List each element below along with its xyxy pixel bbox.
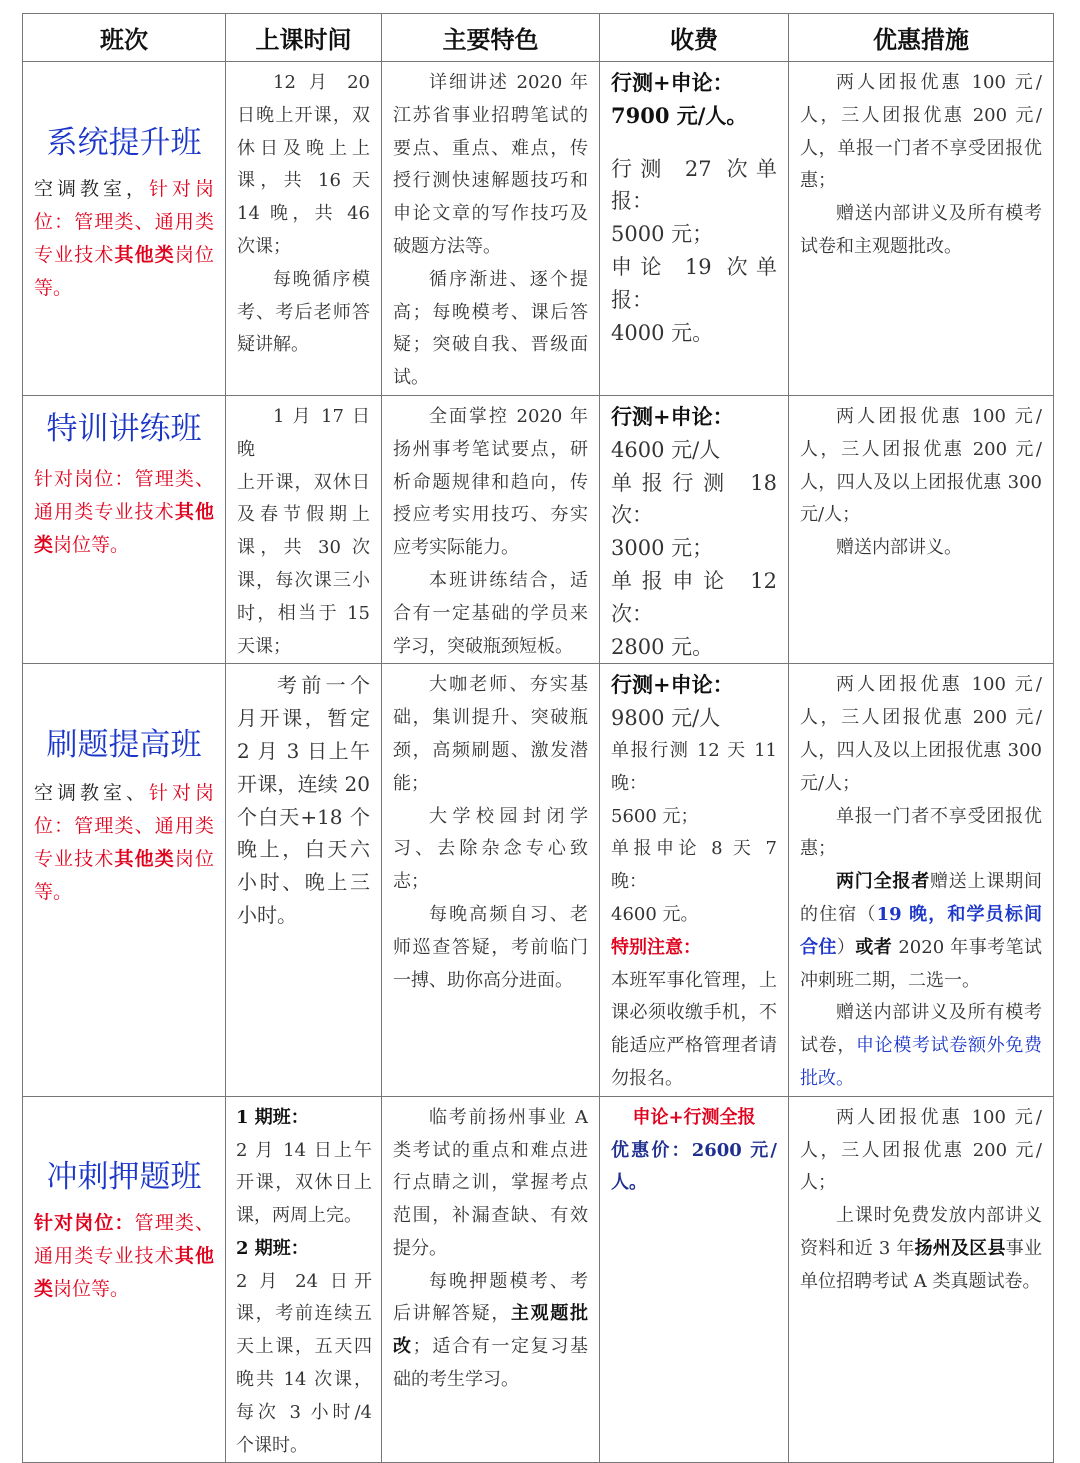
class-cell: [23, 62, 226, 396]
discount-text: 两人团报优惠 100 元/人，三人团报优惠 200 元/人；: [800, 1106, 1042, 1194]
class-cell: [23, 1096, 226, 1463]
fee-notice-title: 特别注意：: [611, 936, 701, 958]
class-desc: 空调教室，针对岗位：管理类、通用类专业技术其他类岗位等。: [34, 178, 214, 299]
fee-cell: [600, 395, 789, 663]
feature-text: 详细讲述 2020 年江苏省事业招聘笔试的要点、重点、难点，传授行测快速解题技巧和申论文章的写作技巧及破题方法等。: [393, 72, 588, 257]
fee-text: 行测+申论：: [611, 403, 734, 429]
time-cell: [226, 664, 382, 1096]
fee-text: 申论+行测全报: [632, 1106, 756, 1128]
table-row: [23, 62, 1054, 396]
fee-text: 行测+申论：: [611, 672, 734, 698]
time-text: 2 月 14 日上午开课，双休日上课，两周上完。: [236, 1139, 372, 1227]
time-cell: [226, 395, 382, 663]
discount-text: 赠送内部讲义。: [836, 537, 962, 559]
time-text: 12 月 20 日晚上开课，双休日及晚上上课，共 16 天 14 晚，共 46 次课；: [237, 72, 370, 257]
feature-text: 本班讲练结合，适合有一定基础的学员来学习，突破瓶颈短板。: [393, 569, 588, 657]
fee-cell: [600, 664, 789, 1096]
fee-text: 3000 元；: [611, 536, 714, 561]
fee-text: 优惠价：2600 元/人。: [611, 1139, 777, 1194]
discount-text: 上课时免费发放内部讲义资料和近 3 年扬州及区县事业单位招聘考试 A 类真题试卷。: [800, 1205, 1043, 1292]
fee-text: 5000 元；: [611, 222, 714, 247]
fee-text: 2800 元。: [611, 634, 714, 659]
discount-text: 两人团报优惠 100 元/人，三人团报优惠 200 元/人，单报一门者不享受团报优惠；: [800, 72, 1042, 192]
fee-text: 单报申论 8 天 7 晚：: [611, 838, 777, 893]
feature-cell: [382, 664, 600, 1096]
feature-cell: [382, 1096, 600, 1463]
class-name: 特训讲练班: [46, 410, 202, 447]
header-class: 班次: [23, 14, 226, 62]
class-name: 刷题提高班: [46, 727, 202, 764]
discount-text: 赠送内部讲义及所有模考试卷和主观题批改。: [800, 203, 1042, 257]
fee-text: 申论 19 次单报：: [611, 254, 777, 312]
fee-text: 4600 元。: [611, 903, 699, 925]
discount-text: 两人团报优惠 100 元/人，三人团报优惠 200 元/人，四人及以上团报优惠 300 元/人；: [800, 674, 1042, 794]
header-fee: 收费: [600, 14, 789, 62]
time-text: 考前一个月开课，暂定 2 月 3 日上午开课，连续 20 个白天+18 个晚上，白天六小时、晚上三小时。: [237, 673, 370, 927]
discount-text: 两人团报优惠 100 元/人，三人团报优惠 200 元/人，四人及以上团报优惠 300 元/人；: [800, 405, 1042, 526]
feature-text: 循序渐进、逐个提高；每晚模考、课后答疑；突破自我、晋级面试。: [393, 268, 588, 389]
header-feature: 主要特色: [382, 14, 600, 62]
feature-text: 全面掌控 2020 年扬州事考笔试要点，研析命题规律和趋向，传授应考实用技巧、夯实应考实际能力。: [393, 405, 588, 559]
fee-cell: [600, 1096, 789, 1463]
time-text: 每晚循序模考、考后老师答疑讲解。: [237, 268, 370, 356]
feature-cell: [382, 395, 600, 663]
fee-text: 单报行测 18 次：: [611, 470, 777, 528]
time-text: 2 期班：: [236, 1237, 309, 1259]
table-row: [23, 664, 1054, 1096]
discount-cell: [789, 1096, 1054, 1463]
class-name: 冲刺押题班: [46, 1158, 202, 1195]
time-text: 1 月 17 日晚上开课，双休日及春节假期上课，共 30 次课，每次课三小时，相当于 15 天课；: [237, 405, 370, 657]
fee-text: 4600 元/人: [611, 437, 721, 462]
feature-text: 大咖老师、夯实基础，集训提升、突破瓶颈，高频刷题、激发潜能；: [393, 674, 588, 794]
course-table: [22, 13, 1054, 1463]
feature-text: 临考前扬州事业 A 类考试的重点和难点进行点睛之训，掌握考点范围，补漏查缺、有效提分。: [393, 1106, 588, 1259]
time-cell: [226, 62, 382, 396]
discount-text: 赠送内部讲义及所有模考试卷，申论模考试卷额外免费批改。: [800, 1002, 1042, 1089]
fee-text: 行测 27 次单报：: [611, 156, 777, 214]
header-row: [23, 14, 1054, 62]
fee-text: 4000 元。: [611, 320, 714, 345]
course-table-sheet: [22, 13, 1054, 1463]
class-cell: [23, 664, 226, 1096]
discount-cell: [789, 62, 1054, 396]
time-text: 2 月 24 日开课，考前连续五天上课，五天四晚共 14 次课，每次 3 小时/4 个课时。: [236, 1270, 372, 1456]
feature-text: 每晚高频自习、老师巡查答疑，考前临门一搏、助你高分进面。: [393, 903, 588, 991]
fee-text: 单报申论 12 次：: [611, 568, 777, 626]
discount-cell: [789, 664, 1054, 1096]
class-desc: 针对岗位：管理类、通用类专业技术其他类岗位等。: [34, 467, 214, 556]
feature-text: 每晚押题模考、考后讲解答疑，主观题批改；适合有一定复习基础的考生学习。: [393, 1270, 589, 1391]
table-row: [23, 395, 1054, 663]
fee-text: 单报行测 12 天 11 晚：: [611, 739, 777, 794]
class-desc: 空调教室、针对岗位：管理类、通用类专业技术其他类岗位等。: [34, 782, 214, 904]
class-name: 系统提升班: [46, 125, 202, 161]
fee-cell: [600, 62, 789, 396]
class-desc: 针对岗位：管理类、通用类专业技术其他类岗位等。: [34, 1211, 214, 1300]
class-cell: [23, 395, 226, 663]
table-row: [23, 1096, 1054, 1463]
fee-text: 行测+申论：: [611, 70, 734, 95]
header-discount: 优惠措施: [789, 14, 1054, 62]
fee-notice-text: 本班军事化管理，上课必须收缴手机，不能适应严格管理者请勿报名。: [611, 969, 777, 1089]
discount-text: 两门全报者赠送上课期间的住宿（19 晚，和学员标间合住）或者 2020 年事考笔试冲刺班二期，二选一。: [800, 871, 1043, 991]
header-time: 上课时间: [226, 14, 382, 62]
fee-text: 5600 元；: [611, 805, 699, 827]
feature-cell: [382, 62, 600, 396]
fee-text: 9800 元/人: [611, 706, 721, 731]
fee-text: 7900 元/人。: [611, 102, 748, 128]
discount-text: 单报一门者不享受团报优惠；: [800, 805, 1042, 860]
time-text: 1 期班：: [236, 1106, 309, 1128]
time-cell: [226, 1096, 382, 1463]
discount-cell: [789, 395, 1054, 663]
feature-text: 大学校园封闭学习、去除杂念专心致志；: [393, 805, 588, 893]
